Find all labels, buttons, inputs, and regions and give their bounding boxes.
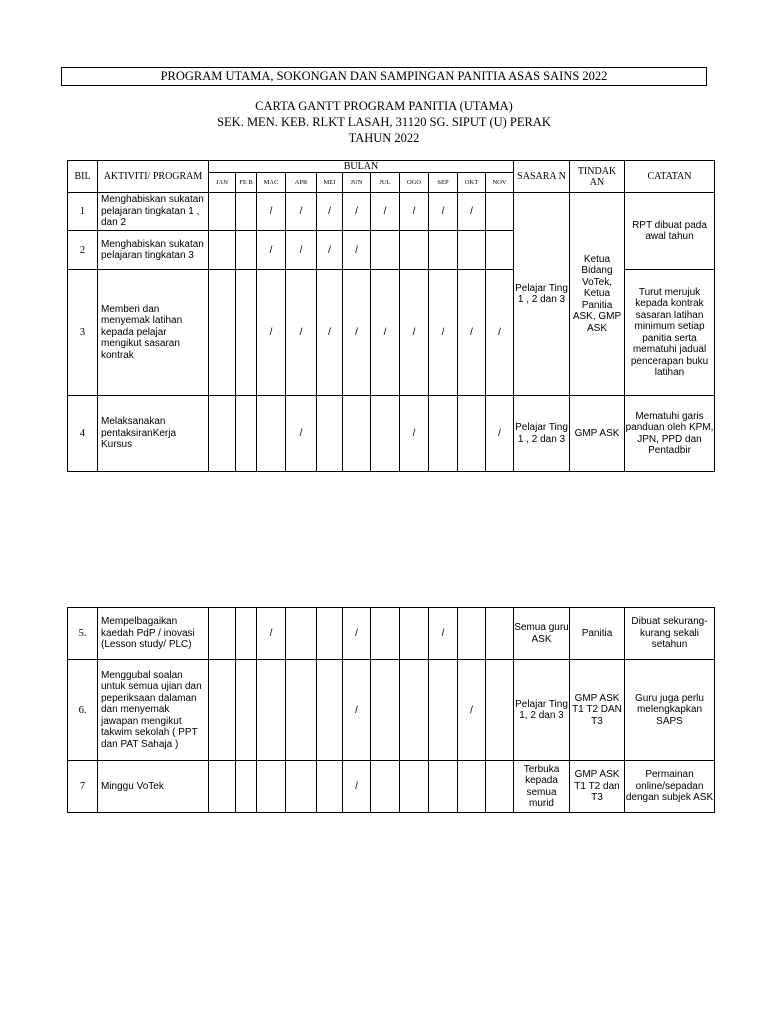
sasaran-cell: Terbuka kepada semua murid <box>514 761 570 813</box>
month-cell <box>371 396 400 472</box>
month-header: MAC <box>257 173 286 193</box>
month-cell <box>371 761 400 813</box>
month-header: JAN <box>209 173 236 193</box>
month-cell <box>400 660 429 761</box>
month-cell: / <box>458 660 486 761</box>
month-cell <box>209 270 236 396</box>
header-sasaran: SASARA N <box>514 161 570 193</box>
month-cell <box>486 193 514 231</box>
sasaran-cell: Semua guru ASK <box>514 608 570 660</box>
month-cell <box>486 761 514 813</box>
month-cell: / <box>400 270 429 396</box>
month-cell <box>236 231 257 270</box>
catatan-cell: Turut merujuk kepada kontrak sasaran latihan minimum setiap panitia serta mematuhi jadual pencerapan buku latihan <box>625 270 715 396</box>
month-cell: / <box>257 193 286 231</box>
month-cell <box>236 396 257 472</box>
month-cell: / <box>458 270 486 396</box>
month-cell: / <box>343 270 371 396</box>
month-cell <box>458 608 486 660</box>
tindakan-cell: GMP ASK <box>570 396 625 472</box>
month-cell <box>209 231 236 270</box>
month-cell: / <box>486 270 514 396</box>
month-cell: / <box>286 231 317 270</box>
month-cell: / <box>286 193 317 231</box>
month-cell <box>286 608 317 660</box>
month-cell: / <box>317 270 343 396</box>
month-cell <box>236 660 257 761</box>
month-cell: / <box>317 193 343 231</box>
month-cell: / <box>343 231 371 270</box>
gantt-table-main <box>67 160 715 472</box>
month-cell <box>429 761 458 813</box>
month-cell <box>317 761 343 813</box>
tindakan-cell: Ketua Bidang VoTek, Ketua Panitia ASK, GMP ASK <box>570 193 625 396</box>
bil-cell: 5. <box>68 608 98 660</box>
month-cell: / <box>257 231 286 270</box>
month-header: NOV <box>486 173 514 193</box>
month-cell <box>400 608 429 660</box>
month-cell <box>236 761 257 813</box>
month-cell: / <box>429 608 458 660</box>
header-bulan: BULAN <box>209 161 514 173</box>
month-cell <box>317 660 343 761</box>
month-header: SEP <box>429 173 458 193</box>
month-cell <box>317 396 343 472</box>
tindakan-cell: GMP ASK T1 T2 DAN T3 <box>570 660 625 761</box>
month-cell <box>209 396 236 472</box>
month-header: APR <box>286 173 317 193</box>
bil-cell: 3 <box>68 270 98 396</box>
month-cell <box>257 396 286 472</box>
month-cell: / <box>343 608 371 660</box>
month-cell <box>458 396 486 472</box>
month-cell: / <box>343 193 371 231</box>
activity-cell: Menggubal soalan untuk semua ujian dan peperiksaan dalaman dan menyemak jawapan mengikut takwim sekolah ( PPT dan PAT Sahaja ) <box>98 660 209 761</box>
catatan-cell: RPT dibuat pada awal tahun <box>625 193 715 270</box>
month-cell <box>286 761 317 813</box>
month-cell: / <box>486 396 514 472</box>
month-cell: / <box>286 270 317 396</box>
sasaran-cell: Pelajar Ting 1, 2 dan 3 <box>514 660 570 761</box>
subtitle-line: TAHUN 2022 <box>348 131 420 145</box>
bil-cell: 6. <box>68 660 98 761</box>
month-cell <box>458 761 486 813</box>
sasaran-cell: Pelajar Ting 1 , 2 dan 3 <box>514 396 570 472</box>
month-header: OKT <box>458 173 486 193</box>
month-cell <box>400 761 429 813</box>
month-cell <box>209 660 236 761</box>
month-header: FE B <box>236 173 257 193</box>
month-cell: / <box>429 193 458 231</box>
header-bil: BIL <box>68 161 98 193</box>
month-cell <box>486 231 514 270</box>
month-cell <box>209 761 236 813</box>
bil-cell: 2 <box>68 231 98 270</box>
month-cell: / <box>317 231 343 270</box>
month-cell <box>257 660 286 761</box>
month-header: MEI <box>317 173 343 193</box>
activity-cell: Melaksanakan pentaksiranKerja Kursus <box>98 396 209 472</box>
month-header: JUN <box>343 173 371 193</box>
bil-cell: 7 <box>68 761 98 813</box>
month-cell <box>400 231 429 270</box>
month-cell: / <box>257 270 286 396</box>
month-cell <box>371 231 400 270</box>
month-cell <box>257 761 286 813</box>
header-catatan: CATATAN <box>625 161 715 193</box>
month-cell <box>429 660 458 761</box>
month-cell <box>429 396 458 472</box>
month-cell <box>458 231 486 270</box>
tindakan-cell: Panitia <box>570 608 625 660</box>
activity-cell: Mempelbagaikan kaedah PdP / inovasi (Lesson study/ PLC) <box>98 608 209 660</box>
sasaran-cell: Pelajar Ting 1 , 2 dan 3 <box>514 193 570 396</box>
month-cell: / <box>458 193 486 231</box>
document-title: PROGRAM UTAMA, SOKONGAN DAN SAMPINGAN PANITIA ASAS SAINS 2022 <box>61 67 707 86</box>
month-cell <box>317 608 343 660</box>
activity-cell: Menghabiskan sukatan pelajaran tingkatan 1 , dan 2 <box>98 193 209 231</box>
subtitle-line: SEK. MEN. KEB. RLKT LASAH, 31120 SG. SIPUT (U) PERAK <box>217 115 551 129</box>
month-cell: / <box>371 270 400 396</box>
month-cell: / <box>343 761 371 813</box>
month-cell: / <box>429 270 458 396</box>
month-header: JUL <box>371 173 400 193</box>
gantt-table-continued <box>67 607 715 813</box>
month-cell <box>286 660 317 761</box>
catatan-cell: Guru juga perlu melengkapkan SAPS <box>625 660 715 761</box>
activity-cell: Minggu VoTek <box>98 761 209 813</box>
subtitle-line: CARTA GANTT PROGRAM PANITIA (UTAMA) <box>255 99 513 113</box>
month-cell <box>343 396 371 472</box>
bil-cell: 4 <box>68 396 98 472</box>
month-cell <box>486 660 514 761</box>
month-cell <box>371 660 400 761</box>
month-cell: / <box>400 193 429 231</box>
month-cell <box>371 608 400 660</box>
month-cell: / <box>371 193 400 231</box>
month-cell: / <box>343 660 371 761</box>
month-header: OGO <box>400 173 429 193</box>
catatan-cell: Dibuat sekurang-kurang sekali setahun <box>625 608 715 660</box>
month-cell: / <box>400 396 429 472</box>
activity-cell: Menghabiskan sukatan pelajaran tingkatan 3 <box>98 231 209 270</box>
month-cell <box>209 608 236 660</box>
header-aktiviti: AKTIVITI/ PROGRAM <box>98 161 209 193</box>
month-cell <box>209 193 236 231</box>
month-cell <box>429 231 458 270</box>
month-cell <box>236 193 257 231</box>
month-cell <box>236 608 257 660</box>
header-tindakan: TINDAK AN <box>570 161 625 193</box>
month-cell: / <box>286 396 317 472</box>
tindakan-cell: GMP ASK T1 T2 dan T3 <box>570 761 625 813</box>
catatan-cell: Mematuhi garis panduan oleh KPM, JPN, PPD dan Pentadbir <box>625 396 715 472</box>
catatan-cell: Permainan online/sepadan dengan subjek ASK <box>625 761 715 813</box>
month-cell: / <box>257 608 286 660</box>
month-cell <box>236 270 257 396</box>
month-cell <box>486 608 514 660</box>
bil-cell: 1 <box>68 193 98 231</box>
activity-cell: Memberi dan menyemak latihan kepada pelajar mengikut sasaran kontrak <box>98 270 209 396</box>
